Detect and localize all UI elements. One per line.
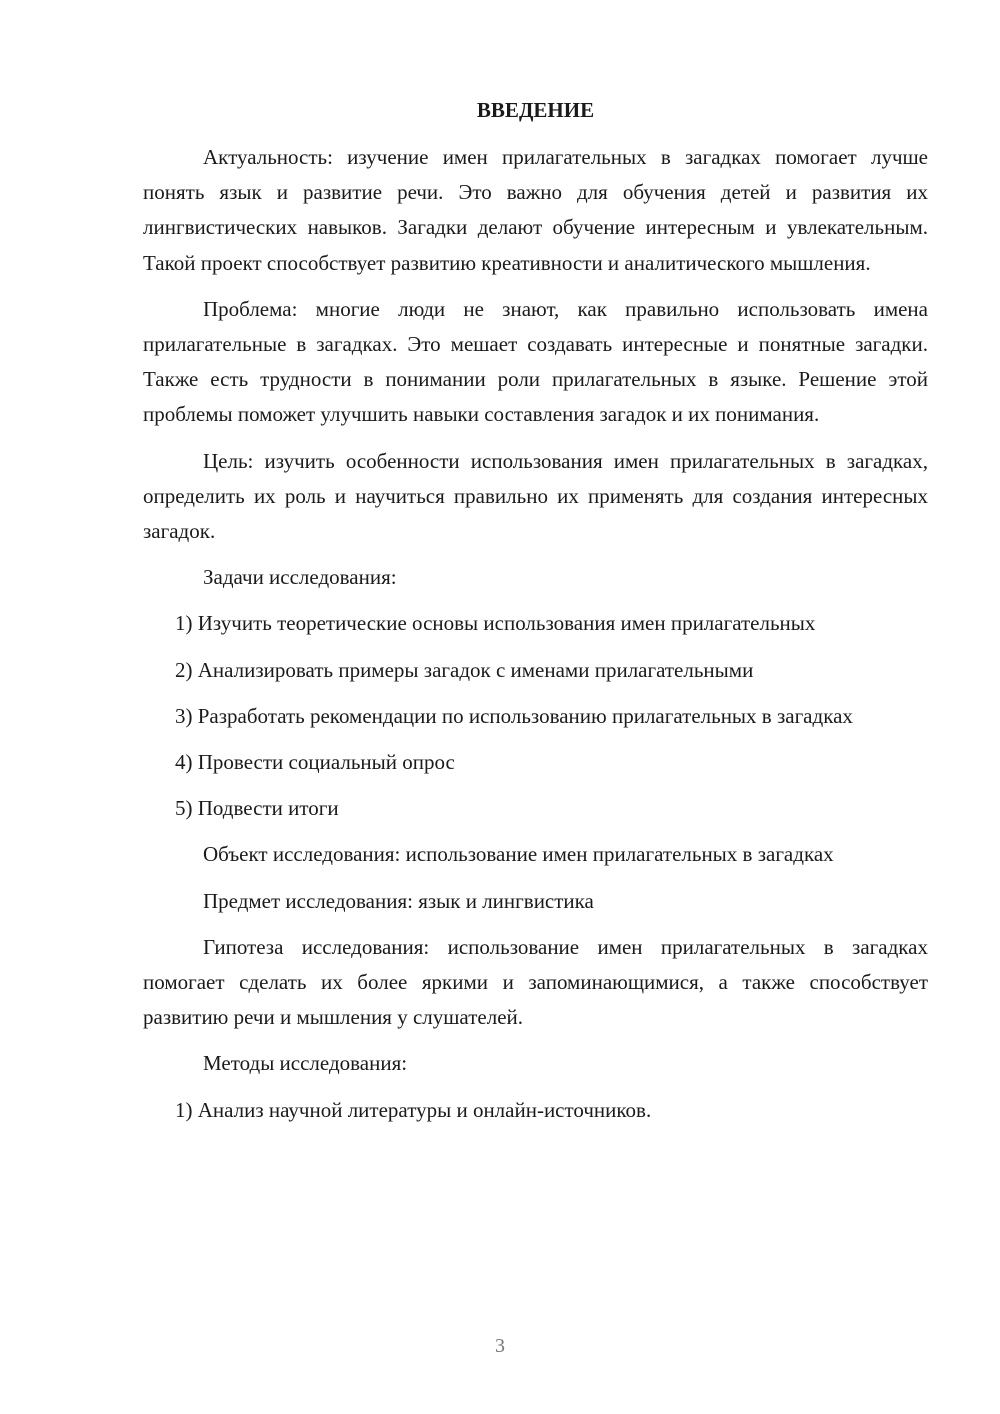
section-title: ВВЕДЕНИЕ [476, 98, 595, 122]
method-item-1: 1) Анализ научной литературы и онлайн-источников. [175, 1097, 652, 1122]
paragraph-object: Объект исследования: использование имен прилагательных в загадках [203, 842, 834, 867]
paragraph-goal: Цель: изучить особенности использования имен прилагательных в загадках, определить их роль и научиться правильно их применять для создания интересных загадок. [143, 448, 928, 544]
task-item-5: 5) Подвести итоги [175, 796, 339, 821]
page-number: 3 [495, 1335, 505, 1357]
paragraph-relevance: Актуальность: изучение имен прилагательных в загадках помогает лучше понять язык и развитие речи. Это важно для обучения детей и развития их лингвистических навыков. Загадки делают обучение интересным и увлекательным. Такой проект способствует развитию креативности и аналитического мышления. [143, 145, 928, 275]
task-item-1: 1) Изучить теоретические основы использования имен прилагательных [175, 611, 816, 636]
paragraph-subject: Предмет исследования: язык и лингвистика [203, 888, 594, 913]
task-item-4: 4) Провести социальный опрос [175, 750, 455, 775]
paragraph-problem: Проблема: многие люди не знают, как правильно использовать имена прилагательные в загадках. Это мешает создавать интересные и понятные загадки. Также есть трудности в понимании роли прилагательных в языке. Решение этой проблемы поможет улучшить навыки составления загадок и их понимания. [143, 296, 928, 427]
paragraph-hypothesis: Гипотеза исследования: использование имен прилагательных в загадках помогает сделать их более яркими и запоминающимися, а также способствует развитию речи и мышления у слушателей. [143, 934, 928, 1030]
paragraph-methods-heading: Методы исследования: [203, 1051, 408, 1076]
task-item-3: 3) Разработать рекомендации по использованию прилагательных в загадках [175, 703, 853, 728]
paragraph-tasks-heading: Задачи исследования: [203, 565, 397, 590]
document-page [143, 95, 928, 1139]
task-item-2: 2) Анализировать примеры загадок с именами прилагательными [175, 657, 754, 682]
